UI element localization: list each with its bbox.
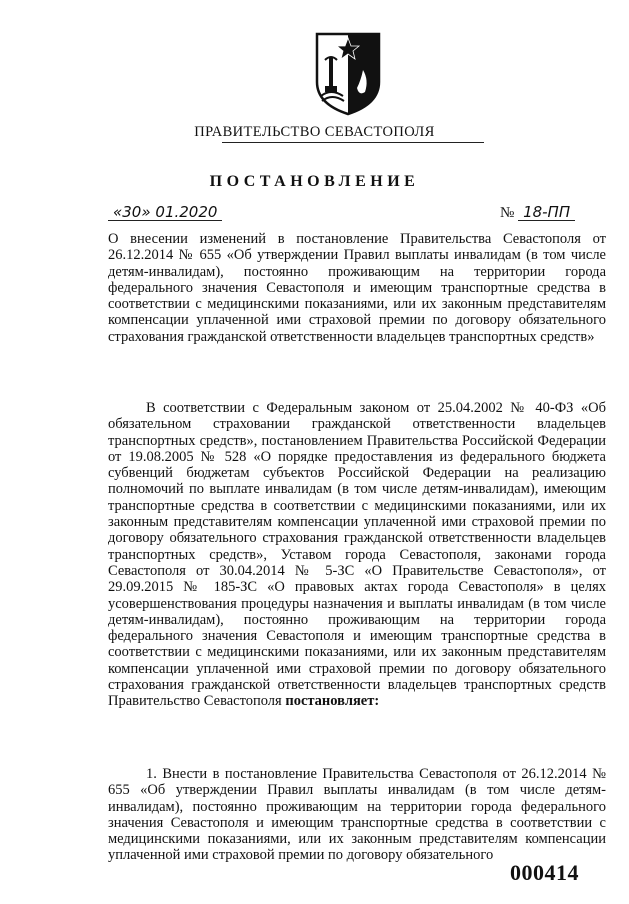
preamble-text: В соответствии с Федеральным законом от 25.04.2002 № 40-ФЗ «Об обязательном страховании гражданской ответственности владельцев транспортных средств», постановлением Правительства Российской Федерации от 19.08.2005 № 528 «О порядке предоставления из федерального бюджета субвенций бюджетам субъектов Российской Федерации на реализацию полномочий по выплате инвалидам (в том числе детям-инвалидам), имеющим транспортные средства в соответствии с медицинскими показаниями, или их законным представителям компенсации уплаченной ими страховой премии по договору обязательного страхования гражданской ответственности владельцев транспортных средств», Уставом города Севастополя, законами города Севастополя от 30.04.2014 № 5-ЗС «О Правительстве Севастополя», от 29.09.2015 № 185-ЗС «О правовых актах города Севастополя» в целях усовершенствования процедуры назначения и выплаты инвалидам (в том числе детям-инвалидам), постоянно проживающим на территории города федерального значения Севастополя и имеющим транспортные средства в соответствии с медицинскими показаниями, или их законным представителям компенсации уплаченной ими страховой премии по договору обязательного страхования гражданской ответственности владельцев транспортных средств Правительство Севастополя	[108, 400, 606, 710]
sevastopol-emblem-icon	[313, 30, 383, 116]
date-handwritten	[108, 205, 222, 221]
document-type: ПОСТАНОВЛЕНИЕ	[209, 173, 420, 190]
number-handwritten: 18-ПП	[518, 205, 575, 221]
number-sign: №	[500, 205, 515, 221]
document-title: О внесении изменений в постановление Правительства Севастополя от 26.12.2014 № 655 «Об утверждении Правил выплаты инвалидам (в том числе детям-инвалидам), постоянно проживающим на территории города федерального значения Севастополя и имеющим транспортные средства в соответствии с медицинскими показаниями, или их законным представителям компенсации уплаченной ими страховой премии по договору обязательного страхования гражданской ответственности владельцев транспортных средств»	[108, 231, 606, 345]
clause-1-paragraph: 1. Внести в постановление Правительства Севастополя от 26.12.2014 № 655 «Об утверждении Правил выплаты инвалидам (в том числе детям-инвалидам), постоянно проживающим на территории города федерального значения Севастополя и имеющим транспортные средства в соответствии с медицинскими показаниями, или их законным представителям компенсации уплаченной ими страховой премии по договору обязательного	[108, 766, 606, 864]
date-day: 30	[122, 203, 142, 221]
document-number	[500, 205, 575, 222]
preamble-paragraph	[108, 400, 606, 710]
date-open-quote: «	[113, 203, 123, 221]
resolves-keyword: постановляет:	[285, 693, 380, 710]
document-date	[108, 205, 222, 222]
date-close-quote: »	[141, 203, 151, 221]
date-month-year: 01.2020	[155, 203, 218, 221]
government-name: ПРАВИТЕЛЬСТВО СЕВАСТОПОЛЯ	[194, 124, 435, 140]
header-divider	[222, 142, 484, 143]
registry-stamp-number: 000414	[510, 860, 579, 885]
